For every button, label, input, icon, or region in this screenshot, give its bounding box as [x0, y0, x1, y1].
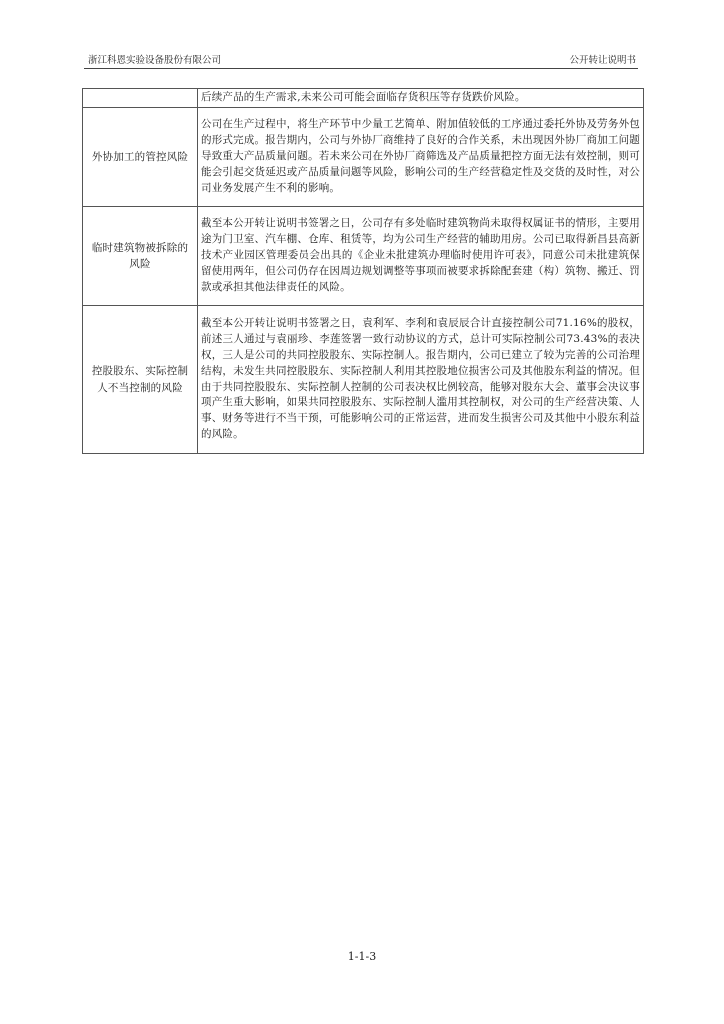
- risk-name-cell: 临时建筑物被拆除的风险: [83, 207, 198, 306]
- page-header: [88, 52, 636, 68]
- risk-description-cell: 后续产品的生产需求,未来公司可能会面临存货积压等存货跌价风险。: [198, 89, 644, 108]
- risk-description-cell: 公司在生产过程中，将生产环节中少量工艺简单、附加值较低的工序通过委托外协及劳务外包的形式完成。报告期内，公司与外协厂商维持了良好的合作关系，未出现因外协厂商加工问题导致重大产品质量问题。若未来公司在外协厂商筛选及产品质量把控方面无法有效控制，则可能会引起交货延迟或产品质量问题等风险，影响公司的生产经营稳定性及交货的及时性，对公司业务发展产生不利的影响。: [198, 108, 644, 207]
- risk-description-cell: 截至本公开转让说明书签署之日，袁利军、李利和袁辰辰合计直接控制公司71.16%的股权，前述三人通过与袁丽珍、李莲签署一致行动协议的方式，总计可实际控制公司73.43%的表决权，三人是公司的共同控股股东、实际控制人。报告期内，公司已建立了较为完善的公司治理结构，未发生共同控股股东、实际控制人利用其控股地位损害公司及其他股东利益的情况。但由于共同控股股东、实际控制人控制的公司表决权比例较高，能够对股东大会、董事会决议事项产生重大影响，如果共同控股股东、实际控制人滥用其控制权，对公司的生产经营决策、人事、财务等进行不当干预，可能影响公司的正常运营，进而发生损害公司及其他中小股东利益的风险。: [198, 306, 644, 454]
- company-name: 浙江科恩实验设备股份有限公司: [88, 55, 222, 66]
- document-type: 公开转让说明书: [569, 55, 636, 66]
- table-row: [83, 89, 644, 108]
- table-row: [83, 108, 644, 207]
- risk-name-cell: 外协加工的管控风险: [83, 108, 198, 207]
- table-row: [83, 306, 644, 454]
- risk-name-cell: 控股股东、实际控制人不当控制的风险: [83, 306, 198, 454]
- risk-name-cell: [83, 89, 198, 108]
- page-number: 1-1-3: [347, 950, 377, 963]
- header-divider: [84, 68, 638, 69]
- risk-description-cell: 截至本公开转让说明书签署之日，公司存有多处临时建筑物尚未取得权属证书的情形，主要用途为门卫室、汽车棚、仓库、租赁等，均为公司生产经营的辅助用房。公司已取得新昌县高新技术产业园区管理委员会出具的《企业未批建筑办理临时使用许可表》，同意公司未批建筑保留使用两年，但公司仍存在因周边规划调整等事项而被要求拆除配套建（构）筑物、搬迁、罚款或承担其他法律责任的风险。: [198, 207, 644, 306]
- table-row: [83, 207, 644, 306]
- risk-table: [82, 88, 644, 454]
